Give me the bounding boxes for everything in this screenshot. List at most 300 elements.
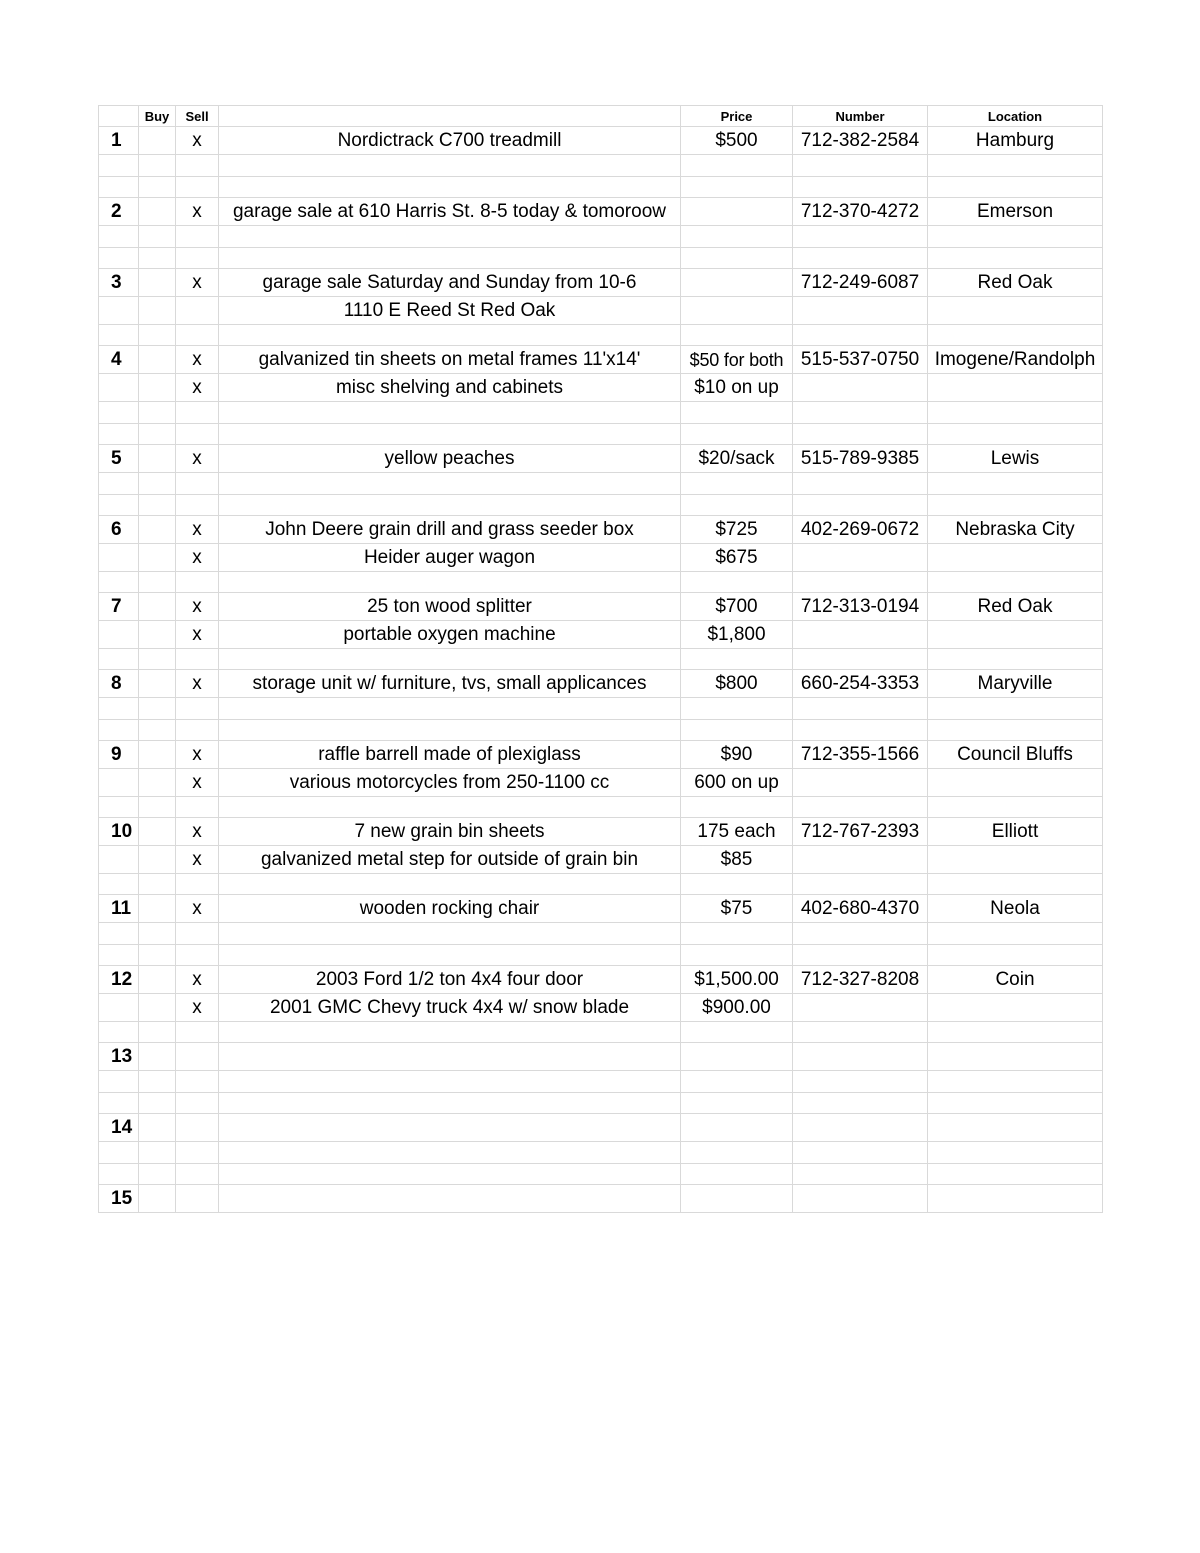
location-cell bbox=[928, 226, 1103, 248]
row-number-cell: 14 bbox=[99, 1114, 139, 1142]
location-cell bbox=[928, 621, 1103, 649]
header-row bbox=[99, 106, 1103, 127]
item-description-cell: John Deere grain drill and grass seeder box bbox=[219, 516, 681, 544]
table-row bbox=[99, 155, 1103, 177]
phone-number-cell: 712-370-4272 bbox=[793, 198, 928, 226]
buy-cell bbox=[139, 1164, 176, 1185]
location-cell bbox=[928, 1114, 1103, 1142]
price-cell bbox=[681, 1022, 793, 1043]
table-row bbox=[99, 424, 1103, 445]
price-cell: 600 on up bbox=[681, 769, 793, 797]
row-number-cell bbox=[99, 945, 139, 966]
header-buy: Buy bbox=[139, 106, 176, 127]
item-description-cell bbox=[219, 1114, 681, 1142]
location-cell: Lewis bbox=[928, 445, 1103, 473]
buy-cell bbox=[139, 325, 176, 346]
buy-cell bbox=[139, 874, 176, 895]
table-row bbox=[99, 346, 1103, 374]
row-number-cell bbox=[99, 1142, 139, 1164]
buy-cell bbox=[139, 1043, 176, 1071]
buy-cell bbox=[139, 495, 176, 516]
buy-cell bbox=[139, 698, 176, 720]
buy-cell bbox=[139, 544, 176, 572]
table-row bbox=[99, 1185, 1103, 1213]
sell-mark-cell bbox=[176, 1185, 219, 1213]
price-cell: $20/sack bbox=[681, 445, 793, 473]
item-description-cell: Heider auger wagon bbox=[219, 544, 681, 572]
table-row bbox=[99, 797, 1103, 818]
location-cell bbox=[928, 720, 1103, 741]
sell-mark-cell: x bbox=[176, 198, 219, 226]
buy-cell bbox=[139, 769, 176, 797]
buy-cell bbox=[139, 445, 176, 473]
phone-number-cell bbox=[793, 994, 928, 1022]
location-cell bbox=[928, 402, 1103, 424]
location-cell bbox=[928, 945, 1103, 966]
item-description-cell bbox=[219, 945, 681, 966]
item-description-cell: garage sale Saturday and Sunday from 10-6 bbox=[219, 269, 681, 297]
phone-number-cell bbox=[793, 1185, 928, 1213]
buy-cell bbox=[139, 198, 176, 226]
sell-mark-cell bbox=[176, 874, 219, 895]
sell-mark-cell bbox=[176, 402, 219, 424]
sell-mark-cell bbox=[176, 572, 219, 593]
header-price: Price bbox=[681, 106, 793, 127]
item-description-cell bbox=[219, 1022, 681, 1043]
row-number-cell bbox=[99, 1071, 139, 1093]
price-cell bbox=[681, 155, 793, 177]
buy-cell bbox=[139, 226, 176, 248]
row-number-cell: 10 bbox=[99, 818, 139, 846]
item-description-cell bbox=[219, 1185, 681, 1213]
row-number-cell bbox=[99, 1022, 139, 1043]
phone-number-cell bbox=[793, 1142, 928, 1164]
price-cell bbox=[681, 1114, 793, 1142]
table-row bbox=[99, 593, 1103, 621]
phone-number-cell: 402-269-0672 bbox=[793, 516, 928, 544]
price-cell bbox=[681, 797, 793, 818]
header-number: Number bbox=[793, 106, 928, 127]
table-body bbox=[99, 106, 1103, 1213]
row-number-cell bbox=[99, 248, 139, 269]
phone-number-cell bbox=[793, 1164, 928, 1185]
item-description-cell bbox=[219, 424, 681, 445]
location-cell bbox=[928, 698, 1103, 720]
table-row bbox=[99, 473, 1103, 495]
sell-mark-cell bbox=[176, 226, 219, 248]
table-row bbox=[99, 226, 1103, 248]
price-cell bbox=[681, 248, 793, 269]
item-description-cell: 2001 GMC Chevy truck 4x4 w/ snow blade bbox=[219, 994, 681, 1022]
sell-mark-cell bbox=[176, 720, 219, 741]
sell-mark-cell: x bbox=[176, 769, 219, 797]
table-row bbox=[99, 402, 1103, 424]
row-number-cell bbox=[99, 226, 139, 248]
item-description-cell: galvanized tin sheets on metal frames 11'x14' bbox=[219, 346, 681, 374]
price-cell bbox=[681, 177, 793, 198]
sell-mark-cell: x bbox=[176, 544, 219, 572]
header-sell: Sell bbox=[176, 106, 219, 127]
sell-mark-cell bbox=[176, 945, 219, 966]
sell-mark-cell bbox=[176, 1164, 219, 1185]
price-cell bbox=[681, 424, 793, 445]
item-description-cell bbox=[219, 155, 681, 177]
buy-cell bbox=[139, 1114, 176, 1142]
buy-cell bbox=[139, 945, 176, 966]
row-number-cell bbox=[99, 424, 139, 445]
buy-cell bbox=[139, 155, 176, 177]
row-number-cell: 5 bbox=[99, 445, 139, 473]
sell-mark-cell: x bbox=[176, 374, 219, 402]
table-row bbox=[99, 374, 1103, 402]
sell-mark-cell: x bbox=[176, 966, 219, 994]
table-row bbox=[99, 325, 1103, 346]
price-cell bbox=[681, 269, 793, 297]
sell-mark-cell bbox=[176, 473, 219, 495]
phone-number-cell: 712-382-2584 bbox=[793, 127, 928, 155]
location-cell bbox=[928, 846, 1103, 874]
price-cell bbox=[681, 325, 793, 346]
phone-number-cell bbox=[793, 720, 928, 741]
item-description-cell bbox=[219, 402, 681, 424]
sell-mark-cell bbox=[176, 155, 219, 177]
location-cell bbox=[928, 473, 1103, 495]
row-number-cell: 11 bbox=[99, 895, 139, 923]
row-number-cell bbox=[99, 720, 139, 741]
header-location: Location bbox=[928, 106, 1103, 127]
location-cell bbox=[928, 248, 1103, 269]
buy-cell bbox=[139, 572, 176, 593]
price-cell: $75 bbox=[681, 895, 793, 923]
phone-number-cell bbox=[793, 874, 928, 895]
sell-mark-cell bbox=[176, 1022, 219, 1043]
buy-cell bbox=[139, 297, 176, 325]
row-number-cell bbox=[99, 325, 139, 346]
price-cell bbox=[681, 1071, 793, 1093]
item-description-cell bbox=[219, 1093, 681, 1114]
phone-number-cell bbox=[793, 495, 928, 516]
sell-mark-cell bbox=[176, 1142, 219, 1164]
row-number-cell bbox=[99, 797, 139, 818]
item-description-cell bbox=[219, 325, 681, 346]
item-description-cell bbox=[219, 874, 681, 895]
price-cell bbox=[681, 402, 793, 424]
price-cell bbox=[681, 1185, 793, 1213]
phone-number-cell bbox=[793, 1071, 928, 1093]
price-cell: 175 each bbox=[681, 818, 793, 846]
phone-number-cell bbox=[793, 621, 928, 649]
price-cell bbox=[681, 874, 793, 895]
price-cell bbox=[681, 1142, 793, 1164]
location-cell: Red Oak bbox=[928, 269, 1103, 297]
table-row bbox=[99, 720, 1103, 741]
buy-cell bbox=[139, 895, 176, 923]
phone-number-cell: 712-249-6087 bbox=[793, 269, 928, 297]
sell-mark-cell bbox=[176, 177, 219, 198]
table-row bbox=[99, 741, 1103, 769]
buy-cell bbox=[139, 177, 176, 198]
buy-cell bbox=[139, 248, 176, 269]
price-cell: $700 bbox=[681, 593, 793, 621]
buy-cell bbox=[139, 797, 176, 818]
sell-mark-cell bbox=[176, 923, 219, 945]
location-cell: Coin bbox=[928, 966, 1103, 994]
phone-number-cell: 712-327-8208 bbox=[793, 966, 928, 994]
sell-mark-cell bbox=[176, 1071, 219, 1093]
sell-mark-cell bbox=[176, 698, 219, 720]
item-description-cell bbox=[219, 1142, 681, 1164]
table-row bbox=[99, 269, 1103, 297]
phone-number-cell bbox=[793, 698, 928, 720]
item-description-cell: raffle barrell made of plexiglass bbox=[219, 741, 681, 769]
item-description-cell bbox=[219, 923, 681, 945]
phone-number-cell bbox=[793, 1043, 928, 1071]
price-cell: $85 bbox=[681, 846, 793, 874]
location-cell bbox=[928, 769, 1103, 797]
location-cell: Council Bluffs bbox=[928, 741, 1103, 769]
location-cell: Neola bbox=[928, 895, 1103, 923]
item-description-cell bbox=[219, 1164, 681, 1185]
location-cell bbox=[928, 1142, 1103, 1164]
table-row bbox=[99, 177, 1103, 198]
price-cell: $1,800 bbox=[681, 621, 793, 649]
header-item bbox=[219, 106, 681, 127]
sell-mark-cell: x bbox=[176, 127, 219, 155]
phone-number-cell: 712-767-2393 bbox=[793, 818, 928, 846]
buy-cell bbox=[139, 1142, 176, 1164]
phone-number-cell bbox=[793, 797, 928, 818]
price-cell: $675 bbox=[681, 544, 793, 572]
phone-number-cell bbox=[793, 248, 928, 269]
buy-cell bbox=[139, 127, 176, 155]
phone-number-cell bbox=[793, 374, 928, 402]
item-description-cell: Nordictrack C700 treadmill bbox=[219, 127, 681, 155]
row-number-cell bbox=[99, 473, 139, 495]
row-number-cell bbox=[99, 297, 139, 325]
table-row bbox=[99, 670, 1103, 698]
table-row bbox=[99, 544, 1103, 572]
row-number-cell bbox=[99, 544, 139, 572]
item-description-cell bbox=[219, 495, 681, 516]
item-description-cell: portable oxygen machine bbox=[219, 621, 681, 649]
phone-number-cell bbox=[793, 769, 928, 797]
table-row bbox=[99, 1022, 1103, 1043]
sell-mark-cell: x bbox=[176, 516, 219, 544]
row-number-cell bbox=[99, 621, 139, 649]
location-cell bbox=[928, 649, 1103, 670]
table-row bbox=[99, 923, 1103, 945]
item-description-cell: garage sale at 610 Harris St. 8-5 today & tomoroow bbox=[219, 198, 681, 226]
sell-mark-cell: x bbox=[176, 445, 219, 473]
row-number-cell bbox=[99, 177, 139, 198]
location-cell bbox=[928, 1043, 1103, 1071]
phone-number-cell: 402-680-4370 bbox=[793, 895, 928, 923]
table-row bbox=[99, 495, 1103, 516]
phone-number-cell bbox=[793, 846, 928, 874]
item-description-cell bbox=[219, 698, 681, 720]
row-number-cell bbox=[99, 769, 139, 797]
row-number-cell bbox=[99, 923, 139, 945]
table-row bbox=[99, 297, 1103, 325]
location-cell bbox=[928, 177, 1103, 198]
row-number-cell: 9 bbox=[99, 741, 139, 769]
table-row bbox=[99, 895, 1103, 923]
phone-number-cell bbox=[793, 155, 928, 177]
price-cell bbox=[681, 923, 793, 945]
location-cell bbox=[928, 1164, 1103, 1185]
header-row-number bbox=[99, 106, 139, 127]
row-number-cell bbox=[99, 495, 139, 516]
price-cell bbox=[681, 945, 793, 966]
item-description-cell bbox=[219, 797, 681, 818]
table-row bbox=[99, 445, 1103, 473]
location-cell bbox=[928, 1185, 1103, 1213]
row-number-cell: 15 bbox=[99, 1185, 139, 1213]
sell-mark-cell: x bbox=[176, 621, 219, 649]
buy-cell bbox=[139, 516, 176, 544]
price-cell bbox=[681, 495, 793, 516]
sell-mark-cell bbox=[176, 248, 219, 269]
price-cell bbox=[681, 473, 793, 495]
table-row bbox=[99, 945, 1103, 966]
phone-number-cell bbox=[793, 402, 928, 424]
location-cell bbox=[928, 297, 1103, 325]
buy-cell bbox=[139, 923, 176, 945]
location-cell: Maryville bbox=[928, 670, 1103, 698]
buy-cell bbox=[139, 1093, 176, 1114]
phone-number-cell bbox=[793, 177, 928, 198]
phone-number-cell: 515-789-9385 bbox=[793, 445, 928, 473]
price-cell bbox=[681, 297, 793, 325]
location-cell: Emerson bbox=[928, 198, 1103, 226]
location-cell bbox=[928, 424, 1103, 445]
item-description-cell bbox=[219, 1043, 681, 1071]
phone-number-cell bbox=[793, 572, 928, 593]
location-cell: Imogene/Randolph bbox=[928, 346, 1103, 374]
item-description-cell: 2003 Ford 1/2 ton 4x4 four door bbox=[219, 966, 681, 994]
buy-cell bbox=[139, 1071, 176, 1093]
phone-number-cell: 712-355-1566 bbox=[793, 741, 928, 769]
buy-cell bbox=[139, 994, 176, 1022]
classified-ads-table bbox=[98, 105, 1103, 1213]
sell-mark-cell: x bbox=[176, 895, 219, 923]
price-cell bbox=[681, 1164, 793, 1185]
table-row bbox=[99, 621, 1103, 649]
table-row bbox=[99, 198, 1103, 226]
buy-cell bbox=[139, 818, 176, 846]
price-cell: $10 on up bbox=[681, 374, 793, 402]
price-cell: $90 bbox=[681, 741, 793, 769]
location-cell bbox=[928, 797, 1103, 818]
phone-number-cell bbox=[793, 473, 928, 495]
location-cell bbox=[928, 572, 1103, 593]
price-cell bbox=[681, 649, 793, 670]
buy-cell bbox=[139, 720, 176, 741]
item-description-cell bbox=[219, 1071, 681, 1093]
location-cell bbox=[928, 155, 1103, 177]
sell-mark-cell bbox=[176, 1093, 219, 1114]
item-description-cell bbox=[219, 649, 681, 670]
buy-cell bbox=[139, 649, 176, 670]
row-number-cell: 12 bbox=[99, 966, 139, 994]
phone-number-cell bbox=[793, 424, 928, 445]
location-cell bbox=[928, 1093, 1103, 1114]
phone-number-cell bbox=[793, 226, 928, 248]
buy-cell bbox=[139, 593, 176, 621]
table-row bbox=[99, 516, 1103, 544]
table-row bbox=[99, 698, 1103, 720]
item-description-cell: galvanized metal step for outside of grain bin bbox=[219, 846, 681, 874]
table-row bbox=[99, 1142, 1103, 1164]
row-number-cell bbox=[99, 649, 139, 670]
buy-cell bbox=[139, 966, 176, 994]
phone-number-cell bbox=[793, 325, 928, 346]
row-number-cell bbox=[99, 1093, 139, 1114]
sell-mark-cell: x bbox=[176, 818, 219, 846]
location-cell bbox=[928, 1071, 1103, 1093]
table-row bbox=[99, 248, 1103, 269]
row-number-cell: 6 bbox=[99, 516, 139, 544]
location-cell bbox=[928, 325, 1103, 346]
row-number-cell bbox=[99, 994, 139, 1022]
row-number-cell bbox=[99, 874, 139, 895]
item-description-cell bbox=[219, 226, 681, 248]
price-cell: $1,500.00 bbox=[681, 966, 793, 994]
price-cell: $725 bbox=[681, 516, 793, 544]
location-cell bbox=[928, 994, 1103, 1022]
row-number-cell: 7 bbox=[99, 593, 139, 621]
sell-mark-cell bbox=[176, 1114, 219, 1142]
row-number-cell: 1 bbox=[99, 127, 139, 155]
table-row bbox=[99, 1114, 1103, 1142]
row-number-cell: 2 bbox=[99, 198, 139, 226]
price-cell: $50 for both bbox=[681, 346, 793, 374]
sell-mark-cell: x bbox=[176, 994, 219, 1022]
sell-mark-cell: x bbox=[176, 269, 219, 297]
buy-cell bbox=[139, 402, 176, 424]
phone-number-cell bbox=[793, 649, 928, 670]
location-cell: Nebraska City bbox=[928, 516, 1103, 544]
sell-mark-cell: x bbox=[176, 346, 219, 374]
sell-mark-cell: x bbox=[176, 741, 219, 769]
location-cell: Elliott bbox=[928, 818, 1103, 846]
item-description-cell: 1110 E Reed St Red Oak bbox=[219, 297, 681, 325]
item-description-cell: yellow peaches bbox=[219, 445, 681, 473]
row-number-cell bbox=[99, 1164, 139, 1185]
location-cell: Red Oak bbox=[928, 593, 1103, 621]
buy-cell bbox=[139, 346, 176, 374]
location-cell bbox=[928, 544, 1103, 572]
row-number-cell: 4 bbox=[99, 346, 139, 374]
location-cell bbox=[928, 923, 1103, 945]
buy-cell bbox=[139, 269, 176, 297]
location-cell: Hamburg bbox=[928, 127, 1103, 155]
location-cell bbox=[928, 495, 1103, 516]
item-description-cell bbox=[219, 248, 681, 269]
item-description-cell: 25 ton wood splitter bbox=[219, 593, 681, 621]
row-number-cell bbox=[99, 572, 139, 593]
item-description-cell bbox=[219, 720, 681, 741]
phone-number-cell: 515-537-0750 bbox=[793, 346, 928, 374]
buy-cell bbox=[139, 846, 176, 874]
row-number-cell bbox=[99, 155, 139, 177]
sell-mark-cell: x bbox=[176, 846, 219, 874]
buy-cell bbox=[139, 670, 176, 698]
row-number-cell bbox=[99, 846, 139, 874]
row-number-cell bbox=[99, 402, 139, 424]
row-number-cell bbox=[99, 374, 139, 402]
location-cell bbox=[928, 1022, 1103, 1043]
